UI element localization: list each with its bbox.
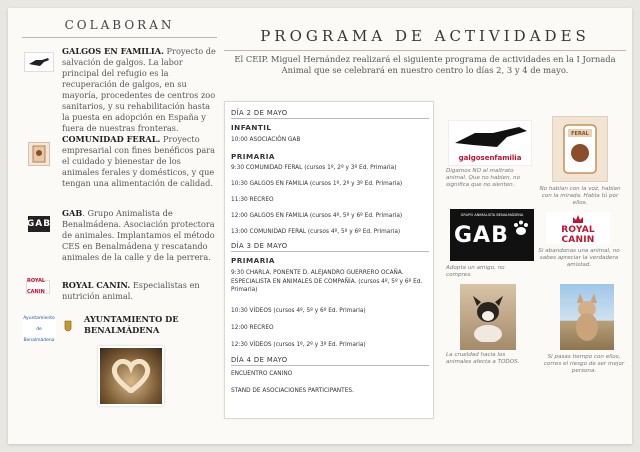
ayuntamiento-logo-icon: Ayuntamiento de Benalmádena — [23, 315, 55, 343]
group-heading: INFANTIL — [231, 123, 272, 132]
galgos-logo-icon — [24, 52, 54, 72]
caption: Si pasas tiempo con ellos, corres el riesgo de ser mejor persona. — [543, 354, 625, 375]
schedule-item: 9:30 COMUNIDAD FERAL (cursos 1º, 2º y 3º Ed. Primaria) — [231, 165, 397, 171]
caption: La crueldad hacia los animales afecta a TODOS. — [446, 352, 520, 366]
schedule-item: 12:00 GALGOS EN FAMILIA (cursos 4º, 5º y 6º Ed. Primaria) — [231, 213, 403, 219]
royal-canin-logo-icon: ROYAL CANIN — [26, 280, 50, 294]
schedule-item: 10:00 ASOCIACIÓN GAB — [231, 137, 301, 143]
sponsor-name: AYUNTAMIENTO DE BENALMÁDENA — [84, 314, 179, 335]
group-heading: PRIMARIA — [231, 256, 275, 265]
galgos-logo-card — [448, 120, 532, 166]
day-heading: DÍA 3 DE MAYO — [231, 242, 429, 252]
schedule-panel — [224, 101, 434, 419]
feral-logo-text: FERAL — [571, 131, 589, 137]
program-title: PROGRAMA DE ACTIVIDADES — [224, 16, 626, 51]
schedule-item: 12:30 VÍDEOS (cursos 1º, 2º y 3º Ed. Primaria) — [231, 342, 366, 348]
sponsors-column — [22, 18, 217, 438]
colaboran-heading: COLABORAN — [22, 18, 217, 38]
royal-canin-text: ROYAL CANIN — [561, 225, 595, 245]
feral-logo-icon — [28, 142, 50, 166]
crown-icon — [572, 214, 584, 224]
day-heading: DÍA 2 DE MAYO — [231, 109, 429, 119]
sponsor-desc: Proyecto de salvación de galgos. La labor principal del refugio es la recuperación de galgos, en su mayoría, procedentes de centros zoo sanitarios, y su rehabilitación hasta la puesta en adopción en España y fuera de nuestras fronteras. — [62, 46, 216, 133]
schedule-item: STAND DE ASOCIACIONES PARTICIPANTES. — [231, 388, 354, 394]
schedule-item: 10:30 GALGOS EN FAMILIA (cursos 1º, 2º y 3º Ed. Primaria) — [231, 181, 403, 187]
hands-heart-photo — [98, 346, 164, 406]
schedule-item: 12:00 RECREO — [231, 325, 274, 331]
dog-photo-2 — [560, 284, 614, 350]
schedule-item: 10:30 VÍDEOS (cursos 4º, 5º y 6º Ed. Primaria) — [231, 308, 366, 314]
caption: Si abandonas una animal, no sabes apreciar la verdadera amistad. — [538, 248, 620, 269]
group-heading: PRIMARIA — [231, 152, 275, 161]
gab-small-text: GRUPO ANIMALISTA BENALMÁDENA — [460, 213, 524, 217]
coat-of-arms-icon — [64, 320, 70, 334]
sponsor-desc: Proyecto empresarial con fines benéficos para el cuidado y bienestar de los animales ferales y domésticos, y que tengan una alimentación de calidad. — [62, 134, 216, 188]
program-intro: El CEIP. Miguel Hernández realizará el siguiente programa de actividades en la I Jornada Animal que se celebrará en nuestro centro lo días 2, 3 y 4 de mayo. — [234, 54, 616, 75]
schedule-item: 13:00 COMUNIDAD FERAL (cursos 4º, 5º y 6º Ed. Primaria) — [231, 229, 401, 235]
gab-logo-icon: GAB — [28, 216, 50, 232]
paw-icon — [512, 219, 530, 237]
flyer-page — [8, 8, 632, 444]
schedule-item: 11:30 RECREO — [231, 197, 274, 203]
gab-big-text: GAB — [454, 223, 509, 248]
gab-logo-card — [450, 209, 534, 261]
sponsor-name: COMUNIDAD FERAL. — [62, 134, 161, 144]
galgos-logo-text: galgosenfamilia — [458, 154, 522, 162]
sponsor-name: GAB — [62, 208, 83, 218]
sponsor-name: ROYAL CANIN. — [62, 280, 131, 290]
day-heading: DÍA 4 DE MAYO — [231, 356, 429, 366]
schedule-item: ENCUENTRO CANINO — [231, 371, 293, 377]
caption: Digamos NO al maltrato animal. Que no hablen, no significa que no sienten. — [446, 168, 521, 189]
royal-canin-card — [546, 212, 610, 244]
program-area — [220, 16, 630, 440]
sponsor-desc: . Grupo Animalista de Benalmádena. Asociación protectora de animales. Implantamos el método CES en Benalmádena y rescatando animales de la calle y de la perrera. — [62, 208, 215, 262]
sponsor-desc: Especialistas en nutrición animal. — [62, 280, 200, 301]
caption: No hablan con la voz, hablan con la mirada. Habla tú por ellos. — [539, 186, 621, 207]
sponsor-name: GALGOS EN FAMILIA. — [62, 46, 164, 56]
feral-product-photo — [552, 116, 608, 182]
dog-photo-1 — [460, 284, 516, 350]
schedule-item: 9:30 CHARLA. PONENTE D. ALEJANDRO GUERRERO OCAÑA. ESPECIALISTA EN ANIMALES DE COMPAÑÍA. (cursos 4º, 5º y 6º Ed. Primaria) — [231, 270, 423, 293]
caption: Adopta un amigo, no compres. — [446, 265, 505, 279]
